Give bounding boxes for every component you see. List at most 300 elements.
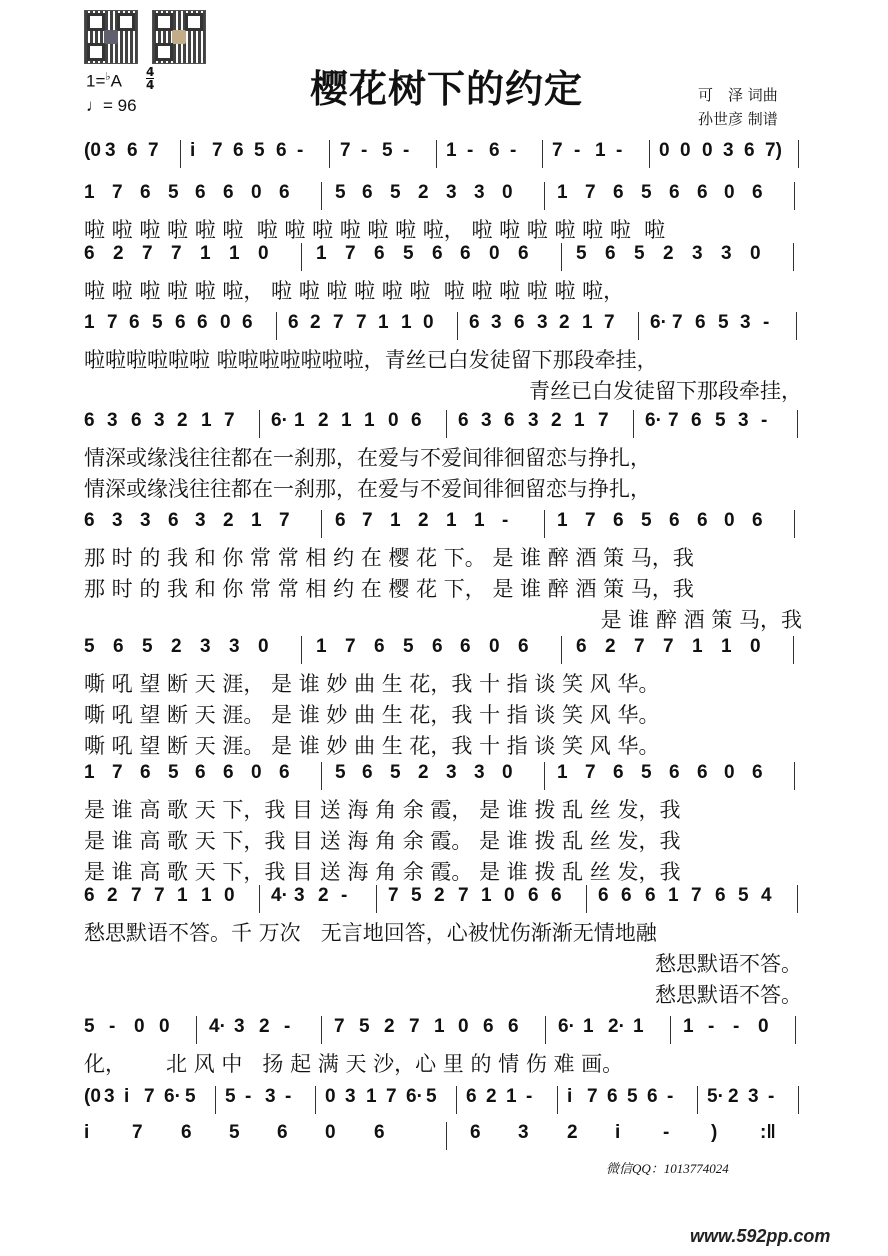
note: 5	[390, 762, 401, 783]
note: 6	[140, 762, 151, 783]
note: 6	[469, 312, 480, 333]
barline	[456, 1086, 457, 1114]
note: 6	[242, 312, 253, 333]
note: 5	[168, 182, 179, 203]
note: 6	[645, 885, 656, 906]
note: 5	[738, 885, 749, 906]
note: i	[124, 1086, 130, 1107]
note: 6	[504, 410, 515, 431]
note: 2	[418, 510, 429, 531]
note: 0	[659, 140, 670, 161]
notation-line	[84, 636, 808, 666]
note: 1	[378, 312, 389, 333]
note: :‖	[760, 1122, 776, 1143]
score-system	[84, 1016, 808, 1076]
note: 6	[621, 885, 632, 906]
note: 1	[557, 182, 568, 203]
note: 3	[481, 410, 492, 431]
barline	[301, 243, 302, 271]
note: -	[510, 140, 517, 161]
note: 6	[518, 243, 529, 264]
note: 2	[434, 885, 445, 906]
note: -	[616, 140, 623, 161]
note: 7	[148, 140, 159, 161]
barline	[259, 410, 260, 438]
barline	[215, 1086, 216, 1114]
note: 6	[576, 636, 587, 657]
note: 5	[641, 762, 652, 783]
note: 6	[195, 182, 206, 203]
barline	[797, 410, 798, 438]
lyric-line: 是 谁 醉 酒 策 马，我	[600, 608, 802, 632]
note: 2	[728, 1086, 739, 1107]
note: 7	[585, 182, 596, 203]
note: 3	[748, 1086, 759, 1107]
note: 7	[224, 410, 235, 431]
note: -	[667, 1086, 674, 1107]
score-system	[84, 885, 808, 1007]
barline	[301, 636, 302, 664]
barline	[446, 410, 447, 438]
note: 5	[403, 243, 414, 264]
note: 3	[446, 762, 457, 783]
note: 1	[481, 885, 492, 906]
notation-line	[84, 1122, 808, 1152]
note: (0	[84, 1086, 101, 1107]
note: 3	[446, 182, 457, 203]
quarter-note-icon: ♩	[86, 96, 103, 115]
note: 6	[113, 636, 124, 657]
note: 6	[460, 636, 471, 657]
note: 6	[752, 762, 763, 783]
note: 1	[557, 762, 568, 783]
note: 6	[715, 885, 726, 906]
note: 2	[486, 1086, 497, 1107]
note: 6	[168, 510, 179, 531]
note: 6	[691, 410, 702, 431]
note: 6	[84, 243, 95, 264]
notation-line	[84, 510, 808, 540]
note: 5·	[707, 1086, 724, 1107]
note: -	[502, 510, 509, 531]
note: -	[768, 1086, 775, 1107]
note: 2	[113, 243, 124, 264]
note: 2	[663, 243, 674, 264]
note: 6	[84, 885, 95, 906]
note: 2·	[608, 1016, 625, 1037]
note: 1	[434, 1016, 445, 1037]
contact-watermark: 微信QQ：1013774024	[606, 1161, 729, 1176]
note: i	[567, 1086, 573, 1107]
note: 0	[325, 1086, 336, 1107]
note: 7	[131, 885, 142, 906]
note: 3	[234, 1016, 245, 1037]
note: 6	[181, 1122, 192, 1143]
note: 0	[251, 762, 262, 783]
note: 2	[318, 885, 329, 906]
note: 1	[595, 140, 606, 161]
barline	[794, 762, 795, 790]
barline	[321, 510, 322, 538]
note: 1	[583, 1016, 594, 1037]
note: 6	[466, 1086, 477, 1107]
lyric-line: 那 时 的 我 和 你 常 常 相 约 在 樱 花 下。 是 谁 醉 酒 策 马，我	[84, 546, 694, 570]
note: -	[763, 312, 770, 333]
barline	[545, 1016, 546, 1044]
note: 6	[607, 1086, 618, 1107]
note: 5	[359, 1016, 370, 1037]
note: 3	[721, 243, 732, 264]
note: 6	[605, 243, 616, 264]
note: 1	[229, 243, 240, 264]
note: 5	[84, 1016, 95, 1037]
note: 3	[474, 762, 485, 783]
note: 6	[752, 182, 763, 203]
note: 3	[229, 636, 240, 657]
note: 6	[233, 140, 244, 161]
note: 6	[458, 410, 469, 431]
note: i	[615, 1122, 621, 1143]
note: 7	[154, 885, 165, 906]
note: 2	[559, 312, 570, 333]
note: 0	[502, 762, 513, 783]
note: 5	[84, 636, 95, 657]
note: 1	[200, 243, 211, 264]
note: 7	[386, 1086, 397, 1107]
note: 3	[537, 312, 548, 333]
note: 0	[388, 410, 399, 431]
note: 7	[409, 1016, 420, 1037]
note: 6	[752, 510, 763, 531]
note: i	[190, 140, 196, 161]
note: 0	[758, 1016, 769, 1037]
note: 6	[528, 885, 539, 906]
note: 1	[582, 312, 593, 333]
note: 2	[318, 410, 329, 431]
note: 1	[683, 1016, 694, 1037]
barline	[586, 885, 587, 913]
note: 7	[171, 243, 182, 264]
lyric-line: 是 谁 高 歌 天 下，我 目 送 海 角 余 霞， 是 谁 拨 乱 丝 发，我	[84, 798, 681, 822]
note: 0	[258, 243, 269, 264]
note: 6	[127, 140, 138, 161]
note: 7	[112, 182, 123, 203]
lyric-line: 愁思默语不答。	[655, 983, 802, 1007]
note: -	[285, 1086, 292, 1107]
note: 6	[695, 312, 706, 333]
note: 3	[112, 510, 123, 531]
note: -	[761, 410, 768, 431]
barline	[276, 312, 277, 340]
lyric-line: 是 谁 高 歌 天 下，我 目 送 海 角 余 霞。 是 谁 拨 乱 丝 发，我	[84, 860, 681, 884]
note: 6	[460, 243, 471, 264]
note: 7	[668, 410, 679, 431]
note: 3	[154, 410, 165, 431]
note: 7	[107, 312, 118, 333]
note: 0	[502, 182, 513, 203]
note: 7	[345, 243, 356, 264]
note: 6	[508, 1016, 519, 1037]
note: 3	[294, 885, 305, 906]
note: 3	[345, 1086, 356, 1107]
barline	[798, 1086, 799, 1114]
note: 7)	[765, 140, 782, 161]
lyric-line: 情深或缘浅往往都在一刹那，在爱与不爱间徘徊留恋与挣扎，	[84, 446, 651, 470]
note: 7	[587, 1086, 598, 1107]
qr-code-1	[84, 10, 138, 64]
barline	[259, 885, 260, 913]
lyric-line: 嘶 吼 望 断 天 涯。 是 谁 妙 曲 生 花，我 十 指 谈 笑 风 华。	[84, 703, 660, 727]
barline	[436, 140, 437, 168]
note: 6	[374, 243, 385, 264]
note: 6	[613, 182, 624, 203]
lyricist-composer-credit: 可 泽 词曲	[698, 86, 778, 104]
score-system	[84, 762, 808, 884]
note: (0	[84, 140, 101, 161]
note: 6	[84, 410, 95, 431]
note: 2	[605, 636, 616, 657]
note: 5	[142, 636, 153, 657]
song-title: 樱花树下的约定	[310, 66, 584, 111]
note: 7	[340, 140, 351, 161]
note: 3	[738, 410, 749, 431]
barline	[376, 885, 377, 913]
note: 5	[254, 140, 265, 161]
note: -	[708, 1016, 715, 1037]
note: 5	[335, 762, 346, 783]
barline	[670, 1016, 671, 1044]
lyric-line: 啦啦啦啦啦啦 啦啦啦啦啦啦啦，青丝已白发徒留下那段牵挂，	[84, 348, 658, 372]
tempo-marking: ♩= 96	[86, 96, 137, 115]
barline	[457, 312, 458, 340]
note: 0	[258, 636, 269, 657]
score-system	[84, 1122, 808, 1152]
barline	[321, 762, 322, 790]
note: -	[341, 885, 348, 906]
note: 0	[724, 510, 735, 531]
note: 2	[223, 510, 234, 531]
note: -	[245, 1086, 252, 1107]
note: 0	[504, 885, 515, 906]
note: 1	[84, 182, 95, 203]
barline	[793, 243, 794, 271]
barline	[544, 182, 545, 210]
note: 1	[366, 1086, 377, 1107]
note: 1	[341, 410, 352, 431]
note: 3	[474, 182, 485, 203]
note: 0	[724, 182, 735, 203]
note: 6	[432, 636, 443, 657]
barline	[321, 182, 322, 210]
barline	[561, 636, 562, 664]
arranger-credit: 孙世彦 制谱	[698, 110, 778, 128]
note: 6·	[645, 410, 662, 431]
note: 1	[574, 410, 585, 431]
note: 1	[316, 636, 327, 657]
note: 3	[491, 312, 502, 333]
note: 1	[633, 1016, 644, 1037]
note: 1	[84, 762, 95, 783]
note: 2	[177, 410, 188, 431]
notation-line	[84, 410, 808, 440]
note: 5	[715, 410, 726, 431]
note: 5	[627, 1086, 638, 1107]
note: 6	[411, 410, 422, 431]
note: 0	[489, 243, 500, 264]
note: 5	[168, 762, 179, 783]
note: 6·	[164, 1086, 181, 1107]
note: 1	[692, 636, 703, 657]
barline	[633, 410, 634, 438]
note: 3	[105, 140, 116, 161]
lyric-line: 嘶 吼 望 断 天 涯。 是 谁 妙 曲 生 花，我 十 指 谈 笑 风 华。	[84, 734, 660, 758]
note: 6	[175, 312, 186, 333]
note: 6	[362, 182, 373, 203]
note: 0	[251, 182, 262, 203]
note: 1	[294, 410, 305, 431]
note: 6·	[650, 312, 667, 333]
note: 7	[598, 410, 609, 431]
note: -	[574, 140, 581, 161]
note: 3	[200, 636, 211, 657]
note: 1	[201, 885, 212, 906]
score-system	[84, 636, 808, 758]
score-system	[84, 410, 808, 501]
note: 6	[195, 762, 206, 783]
note: 7	[112, 762, 123, 783]
barline	[446, 1122, 447, 1150]
note: 7	[691, 885, 702, 906]
note: -	[733, 1016, 740, 1037]
note: 6	[598, 885, 609, 906]
note: 6	[432, 243, 443, 264]
notation-line	[84, 885, 808, 915]
lyric-line: 是 谁 高 歌 天 下，我 目 送 海 角 余 霞。 是 谁 拨 乱 丝 发，我	[84, 829, 681, 853]
barline	[798, 140, 799, 168]
lyric-line: 愁思默语不答。千 万次 无言地回答，心被忧伤渐渐无情地融	[84, 921, 657, 945]
note: 7	[333, 312, 344, 333]
lyric-line: 嘶 吼 望 断 天 涯， 是 谁 妙 曲 生 花，我 十 指 谈 笑 风 华。	[84, 672, 660, 696]
note: 1	[721, 636, 732, 657]
website-watermark: www.592pp.com	[690, 1226, 831, 1246]
note: 2	[171, 636, 182, 657]
note: 7	[585, 762, 596, 783]
note: 6	[374, 636, 385, 657]
note: 5	[641, 182, 652, 203]
score-system	[84, 510, 808, 632]
note: 2	[418, 762, 429, 783]
note: 5	[426, 1086, 437, 1107]
note: -	[297, 140, 304, 161]
note: 6	[669, 182, 680, 203]
note: 3	[518, 1122, 529, 1143]
barline	[649, 140, 650, 168]
note: 6	[669, 762, 680, 783]
note: 3	[265, 1086, 276, 1107]
note: 6	[470, 1122, 481, 1143]
note: 2	[418, 182, 429, 203]
note: 6	[613, 510, 624, 531]
note: 0	[702, 140, 713, 161]
note: 5	[641, 510, 652, 531]
note: 0	[224, 885, 235, 906]
score-system	[84, 243, 808, 303]
note: 3	[195, 510, 206, 531]
note: 6	[277, 1122, 288, 1143]
note: 6	[279, 182, 290, 203]
lyric-line: 愁思默语不答。	[655, 952, 802, 976]
note: 4	[761, 885, 772, 906]
note: 5	[576, 243, 587, 264]
barline	[794, 182, 795, 210]
note: -	[284, 1016, 291, 1037]
note: 6	[335, 510, 346, 531]
note: 6	[288, 312, 299, 333]
note: 1	[364, 410, 375, 431]
score-system	[84, 182, 808, 242]
note: 6	[514, 312, 525, 333]
note: 0	[724, 762, 735, 783]
note: 7	[334, 1016, 345, 1037]
note: -	[109, 1016, 116, 1037]
note: 1	[506, 1086, 517, 1107]
note: 1	[401, 312, 412, 333]
note: 6	[129, 312, 140, 333]
note: 0	[220, 312, 231, 333]
score-system	[84, 1086, 808, 1116]
note: 4·	[209, 1016, 226, 1037]
note: 0	[134, 1016, 145, 1037]
note: 1	[557, 510, 568, 531]
note: 6·	[558, 1016, 575, 1037]
key-signature: 1=♭A	[86, 71, 122, 91]
note: 6	[223, 182, 234, 203]
note: 1	[177, 885, 188, 906]
note: -	[403, 140, 410, 161]
lyric-line: 那 时 的 我 和 你 常 常 相 约 在 樱 花 下， 是 谁 醉 酒 策 马，我	[84, 577, 694, 601]
note: 6	[362, 762, 373, 783]
note: 6	[84, 510, 95, 531]
note: 0	[680, 140, 691, 161]
note: 1	[446, 140, 457, 161]
note: 0	[489, 636, 500, 657]
note: 5	[335, 182, 346, 203]
lyric-line: 化， 北 风 中 扬 起 满 天 沙，心 里 的 情 伤 难 画。	[84, 1052, 624, 1076]
note: 6	[697, 510, 708, 531]
note: 7	[142, 243, 153, 264]
notation-line	[84, 1086, 808, 1116]
note: 0	[159, 1016, 170, 1037]
note: -	[467, 140, 474, 161]
barline	[557, 1086, 558, 1114]
note: 7	[585, 510, 596, 531]
barline	[321, 1016, 322, 1044]
note: 6	[140, 182, 151, 203]
note: 6	[489, 140, 500, 161]
note: -	[361, 140, 368, 161]
note: 7	[362, 510, 373, 531]
qr-code-2	[152, 10, 206, 64]
note: )	[711, 1122, 718, 1143]
lyric-line: 啦 啦 啦 啦 啦 啦 啦 啦 啦 啦 啦 啦 啦， 啦 啦 啦 啦 啦 啦 啦	[84, 218, 666, 242]
note: 5	[403, 636, 414, 657]
time-signature: 4 4	[146, 65, 155, 92]
note: 6	[131, 410, 142, 431]
note: 5	[411, 885, 422, 906]
barline	[697, 1086, 698, 1114]
note: 4·	[271, 885, 288, 906]
note: 7	[604, 312, 615, 333]
